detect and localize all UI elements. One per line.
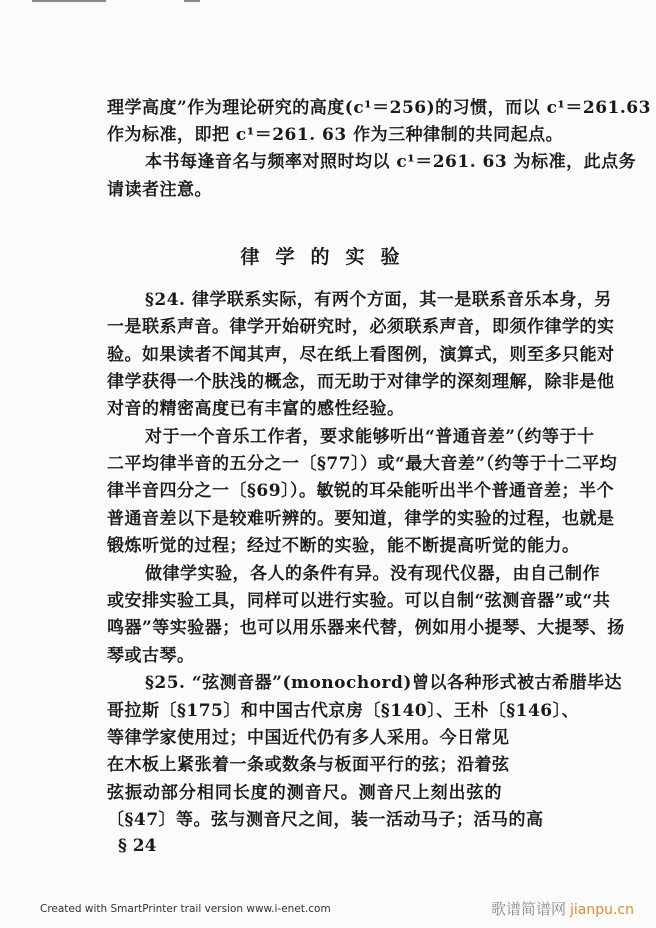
- scan-edge-mark: [32, 0, 106, 2]
- text-line: 请读者注意。: [107, 180, 212, 200]
- text-line: 在木板上紧张着一条或数条与板面平行的弦；沿着弦: [107, 755, 510, 775]
- text-line: 对于一个音乐工作者，要求能够听出“普通音差”（约等于十: [145, 427, 595, 447]
- text-line: 对音的精密高度已有丰富的感性经验。: [107, 399, 405, 419]
- text-line: 〔§47〕等。弦与测音尺之间，装一活动马子；活马的高: [107, 810, 544, 830]
- text-line: 锻炼听觉的过程；经过不断的实验，能不断提高听觉的能力。: [107, 536, 580, 556]
- scan-edge-mark: [184, 0, 200, 2]
- text-line: 哥拉斯〔§175〕和中国古代京房〔§140〕、王朴〔§146〕、: [107, 701, 580, 721]
- section-title: 律学的实验: [240, 246, 416, 268]
- watermark-logo: [491, 898, 634, 919]
- printer-footer: Created with SmartPrinter trail version www.i-enet.com: [40, 903, 331, 915]
- text-line: 本书每逢音名与频率对照时均以 c¹＝261. 63 为标准，此点务: [145, 152, 637, 172]
- watermark-cn: 歌谱简谱网: [490, 900, 566, 918]
- paragraph-25-line: §25. “弦测音器”(monochord)曾以各种形式被古希腊毕达: [145, 673, 622, 693]
- paragraph-24-line: §24. 律学联系实际，有两个方面，其一是联系音乐本身，另: [145, 290, 612, 310]
- watermark-en: jianpu.cn: [569, 902, 634, 918]
- text-line: 理学高度”作为理论研究的高度(c¹＝256)的习惯，而以 c¹＝261.63: [107, 98, 651, 118]
- text-line: 普通音差以下是较难听辨的。要知道，律学的实验的过程，也就是: [107, 509, 615, 529]
- text-line: 琴或古琴。: [107, 646, 195, 666]
- text-line: 弦振动部分相同长度的测音尺。测音尺上刻出弦的: [107, 783, 502, 803]
- text-line: 作为标准，即把 c¹＝261. 63 作为三种律制的共同起点。: [107, 125, 564, 145]
- text-line: 鸣器”等实验器；也可以用乐器来代替，例如用小提琴、大提琴、扬: [107, 618, 625, 638]
- text-line: 律学获得一个肤浅的概念，而无助于对律学的深刻理解，除非是他: [107, 372, 615, 392]
- text-line: 律半音四分之一〔§69〕）。敏锐的耳朵能听出半个普通音差；半个: [107, 481, 615, 501]
- text-line: 验。如果读者不闻其声，尽在纸上看图例，演算式，则至多只能对: [107, 345, 615, 365]
- text-line: 等律学家使用过；中国近代仍有多人采用。今日常见: [107, 728, 510, 748]
- text-line: 一是联系声音。律学开始研究时，必须联系声音，即须作律学的实: [107, 317, 615, 337]
- text-line: 做律学实验，各人的条件有异。没有现代仪器，由自己制作: [145, 564, 600, 584]
- text-line: 二平均律半音的五分之一〔§77〕）或“最大音差”（约等于十二平均: [107, 454, 618, 474]
- page-section-label: § 24: [118, 836, 157, 856]
- text-line: 或安排实验工具，同样可以进行实验。可以自制“弦测音器”或“共: [107, 591, 611, 611]
